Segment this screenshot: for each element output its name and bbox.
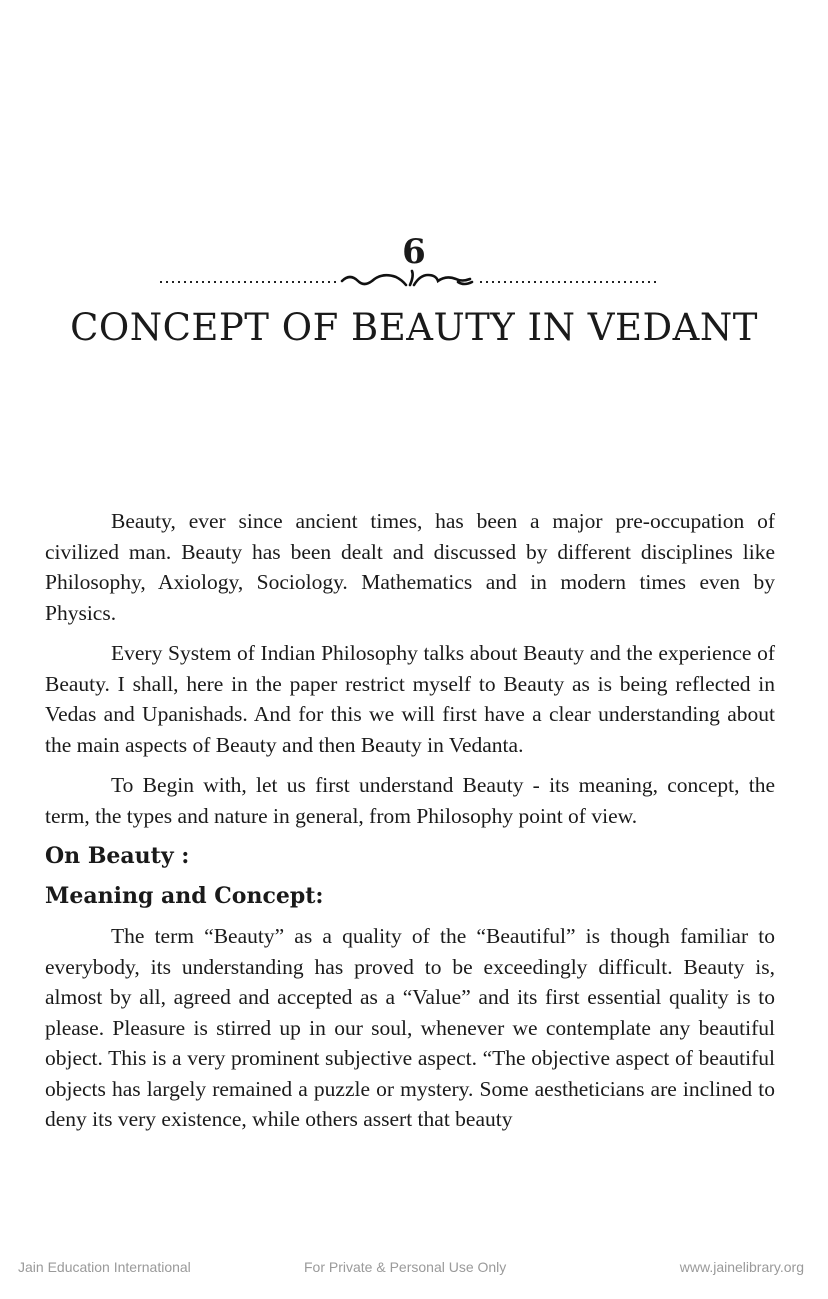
footer-center: For Private & Personal Use Only <box>304 1259 507 1275</box>
chapter-number: 6 <box>402 232 426 272</box>
page-footer <box>0 1259 828 1279</box>
footer-left: Jain Education International <box>18 1259 191 1275</box>
footer-right: www.jainelibrary.org <box>679 1259 804 1275</box>
chapter-title: CONCEPT OF BEAUTY IN VEDANT <box>70 306 758 349</box>
paragraph-begin: To Begin with, let us first understand Beauty - its meaning, concept, the term, the types and nature in general, from Philosophy point of view. <box>45 773 775 828</box>
paragraph-term-beauty: The term “Beauty” as a quality of the “Beautiful” is though familiar to everybody, its understanding has proved to be exceedingly difficult. Beauty is, almost by all, agreed and accepted as a “Value” and its first essential quality is to please. Pleasure is stirred up in our soul, whenever we contemplate any beautiful object. This is a very prominent subjective aspect. “The objective aspect of beautiful objects has largely remained a puzzle or mystery. Some aestheticians are inclined to deny its very existence, while others assert that beauty <box>45 924 775 1131</box>
body-text <box>45 506 775 1145</box>
ornament-divider <box>158 268 658 292</box>
heading-on-beauty: On Beauty : <box>45 843 190 869</box>
paragraph-indian-philosophy: Every System of Indian Philosophy talks about Beauty and the experience of Beauty. I shall, here in the paper restrict myself to Beauty as is being reflected in Vedas and Upanishads. And for this we will first have a clear understanding about the main aspects of Beauty and then Beauty in Vedanta. <box>45 641 775 757</box>
heading-meaning-and-concept: Meaning and Concept: <box>45 883 324 909</box>
ornament-flourish <box>342 271 472 285</box>
paragraph-intro: Beauty, ever since ancient times, has been a major pre-occupation of civilized man. Beauty has been dealt and discussed by different disciplines like Philosophy, Axiology, Sociology. Mathematics and in modern times even by Physics. <box>45 509 775 625</box>
